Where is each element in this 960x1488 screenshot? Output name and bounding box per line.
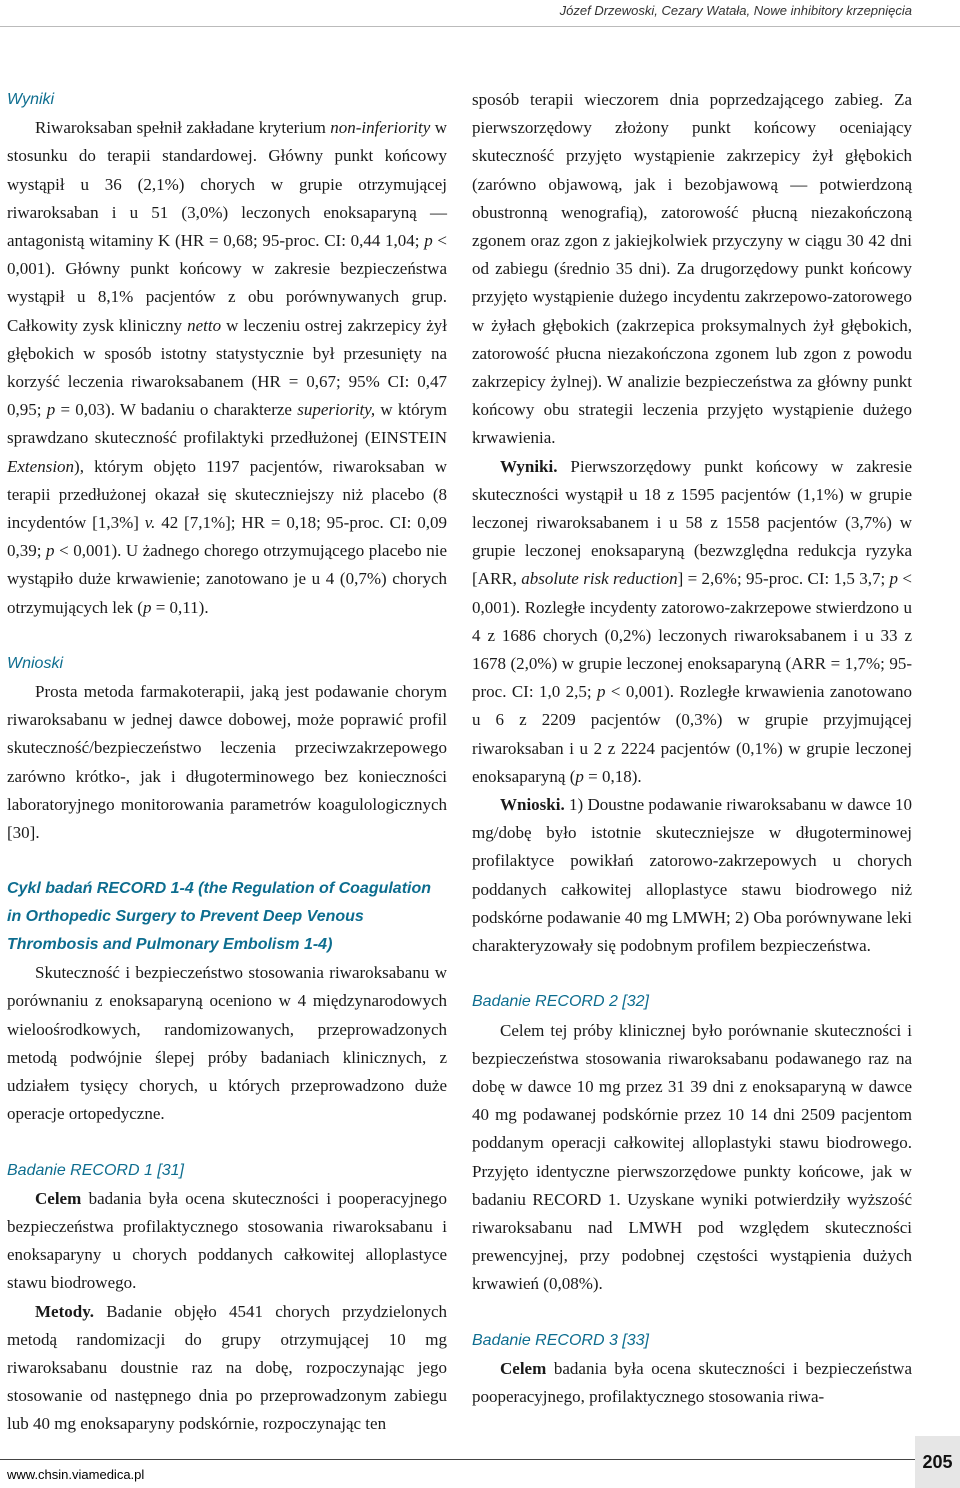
text-run-italic: v.	[144, 513, 156, 533]
text-run: = 0,18).	[583, 766, 642, 786]
wyniki-label: Wyniki.	[500, 456, 558, 476]
record3-heading: Badanie RECORD 3 [33]	[472, 1331, 649, 1349]
text-run: Badanie objęło 4541 chorych przydzielonych metodą randomizacji do grupy otrzymującej 10 mg riwaroksabanu doustnie raz na dobę, rozpoczynając jego stosowanie od następnego dnia po przeprowadzonym zabiegu lub 40 mg enoksaparyny podskórnie, rozpoczynając ten	[7, 1301, 447, 1434]
text-run: 1) Doustne podawanie riwaroksabanu w dawce 10 mg/dobę było istotnie skuteczniejsze w długoterminowej profilaktyce powikłań zatorowo-zakrzepowych u chorych poddanych całkowitej alloplastyce stawu biodrowego niż podskórne podawanie 40 mg LMWH; 2) Oba porównywane leki charakteryzowały się podobnym profilem bezpieczeństwa.	[472, 795, 913, 956]
text-run: badania była ocena skuteczności i bezpieczeństwa pooperacyjnego, profilaktycznego stosowania riwa-	[472, 1358, 912, 1406]
wnioski-label: Wnioski.	[500, 795, 565, 815]
record1-conclusions-paragraph	[472, 791, 912, 960]
text-run-italic: p	[46, 541, 55, 561]
text-run-italic: p	[596, 682, 606, 702]
text-run: w leczeniu ostrej zakrzepicy żył głębokich w sposób istotny statystycznie był przesunięty na korzyść leczenia riwaroksabanem (HR = 0,67; 95% CI: 0,47 0,95;	[7, 315, 447, 420]
text-run-italic: p	[46, 400, 56, 420]
record1-results-paragraph	[472, 453, 912, 791]
text-run-italic: superiority,	[297, 400, 376, 420]
left-column	[7, 86, 447, 1439]
text-run: Pierwszorzędowy punkt końcowy w zakresie skuteczności wystąpił u 18 z 1595 pacjentów (1,1%) w grupie leczonej riwaroksabanem i u 58 z 1558 pacjentów (3,7%) w grupie leczonej enoksaparyną (bezwzględna redukcja ryzyka [ARR,	[472, 456, 912, 589]
text-run-italic: p	[575, 766, 584, 786]
running-title: Józef Drzewoski, Cezary Watała, Nowe inhibitory krzepnięcia	[559, 3, 912, 18]
text-run-italic: p	[424, 231, 433, 251]
header-rule	[0, 26, 960, 27]
wyniki-heading: Wyniki	[7, 91, 55, 108]
text-run: = 0,11).	[151, 597, 209, 617]
text-run: badania była ocena skuteczności i pooperacyjnego bezpieczeństwa profilaktycznego stosowania riwaroksabanu i enoksaparyny u chorych poddanych całkowitej alloplastyce stawu biodrowego.	[7, 1188, 447, 1293]
text-run-italic: p	[142, 597, 152, 617]
journal-url-link[interactable]: www.chsin.viamedica.pl	[7, 1467, 145, 1482]
text-run: < 0,001). Rozległe krwawienia zanotowano u 6 z 2209 pacjentów (0,3%) w grupie przyjmującej riwaroksaban i u 2 z 2224 pacjentów (0,1%) w grupie leczonej enoksaparyną (	[472, 682, 912, 786]
text-run: < 0,001). Główny punkt końcowy w zakresie bezpieczeństwa wystąpił u 8,1% pacjentów z obu porównywanych grup. Całkowity zysk kliniczny	[7, 231, 447, 335]
text-run-italic: p	[889, 569, 899, 589]
continuation-paragraph: sposób terapii wieczorem dnia poprzedzającego zabieg. Za pierwszorzędowy złożony punkt końcowy oceniający skuteczność przyjęto wystąpienie zakrzepicy żył głębokich (zarówno objawową, jak i bezobjawową — potwierdzoną obustronną wenografią), zatorowość płucną niezakończoną zgonem oraz zgon z jakiejkolwiek przyczyny w ciągu 30 42 dni od zabiegu (średnio 35 dni). Za drugorzędowy punkt końcowy przyjęto wystąpienie dużego incydentu zakrzepowo-zatorowego w żyłach głębokich (zakrzepica proksymalnych żył głębokich, zatorowość płucna niezakończona zgonem lub zgon z powodu zakrzepicy żylnej). W analizie bezpieczeństwa za główny punkt końcowy obu strategii leczenia przyjęto wystąpienie dużego krwawienia.	[472, 90, 912, 448]
text-run: ] = 2,6%; 95-proc. CI: 1,5 3,7;	[677, 569, 890, 589]
metody-label: Metody.	[35, 1301, 95, 1321]
text-run: ), którym objęto 1197 pacjentów, riwaroksaban w terapii przedłużonej okazał się skuteczniejszy niż placebo (8 incydentów [1,3%]	[7, 456, 447, 533]
text-run: = 0,03). W badaniu o charakterze	[55, 400, 298, 420]
record-series-heading: Cykl badań RECORD 1-4 (the Regulation of Coagulation in Orthopedic Surgery to Prevent Deep Venous Thrombosis and Pulmonary Embolism 1-4)	[7, 880, 432, 954]
record2-heading: Badanie RECORD 2 [32]	[472, 993, 649, 1011]
text-run: < 0,001). Rozległe incydenty zatorowo-zakrzepowe stwierdzono u 4 z 1686 chorych (0,2%) leczonych riwaroksabanem i u 33 z 1678 (2,0%) w grupie leczonej enoksaparyną (ARR = 1,7%; 95-proc. CI: 1,0 2,5;	[472, 569, 912, 702]
running-header	[0, 0, 960, 30]
record2-paragraph: Celem tej próby klinicznej było porównanie skuteczności i bezpieczeństwa stosowania riwaroksabanu podawanego raz na dobę w dawce 10 mg przez 31 39 dni z enoksaparyną w dawce 40 mg podawanej podskórnie przez 10 14 dni 2509 pacjentom poddanym operacji całkowitej alloplastyki stawu biodrowego. Przyjęto identyczne pierwszorzędowe punkty końcowe, jak w badaniu RECORD 1. Uzyskane wyniki potwierdziły wyższość riwaroksabanu nad LMWH pod względem skuteczności prewencyjnej, przy podobnej częstości wystąpienia dużych krwawień (0,08%).	[472, 1020, 912, 1294]
page-number: 205	[915, 1436, 960, 1488]
right-column	[472, 86, 912, 1411]
text-run: < 0,001). U żadnego chorego otrzymującego placebo nie wystąpiło duże krwawienie; zanotowano je u 4 (0,7%) chorych otrzymujących lek (	[7, 541, 447, 617]
record-intro-paragraph: Skuteczność i bezpieczeństwo stosowania riwaroksabanu w porównaniu z enoksaparyną oceniono w 4 międzynarodowych wieloośrodkowych, randomizowanych, przeprowadzonych metodą podwójnie ślepej próby badaniach klinicznych, z udziałem tysięcy chorych, u których przeprowadzono duże operacje ortopedyczne.	[7, 963, 447, 1124]
text-run-italic: absolute risk reduction	[521, 569, 678, 589]
text-run: Riwaroksaban spełnił zakładane kryterium	[35, 118, 331, 138]
text-run-italic: Extension	[7, 456, 75, 476]
record1-heading: Badanie RECORD 1 [31]	[7, 1161, 184, 1179]
wyniki-paragraph	[7, 114, 447, 622]
footer-rule	[0, 1459, 915, 1460]
text-run-italic: netto	[187, 315, 222, 335]
celem-label: Celem	[500, 1358, 547, 1378]
text-run: w stosunku do terapii standardowej. Główny punkt końcowy wystąpił u 36 (2,1%) chorych w grupie otrzymującej riwaroksaban i u 51 (3,0%) leczonych enoksaparyną — antagonistą witaminy K (HR = 0,68; 95-proc. CI: 0,44 1,04;	[7, 118, 447, 251]
celem-label: Celem	[35, 1188, 82, 1208]
text-run: w którym sprawdzano skuteczność profilaktyki przedłużonej (EINSTEIN	[7, 400, 448, 448]
text-run-italic: non-inferiority	[330, 118, 431, 138]
wnioski-paragraph: Prosta metoda farmakoterapii, jaką jest podawanie chorym riwaroksabanu w jednej dawce dobowej, może poprawić profil skuteczność/bezpieczeństwo leczenia przeciwzakrzepowego zarówno krótko-, jak i długoterminowego bez konieczności laboratoryjnego monitorowania parametrów koagulologicznych [30].	[7, 682, 447, 843]
wnioski-heading: Wnioski	[7, 654, 64, 672]
text-run: 42 [7,1%]; HR = 0,18; 95-proc. CI: 0,09 0,39;	[7, 513, 447, 561]
record1-methods-paragraph	[7, 1298, 447, 1439]
record1-aim-paragraph	[7, 1185, 447, 1298]
record3-aim-paragraph	[472, 1355, 912, 1411]
